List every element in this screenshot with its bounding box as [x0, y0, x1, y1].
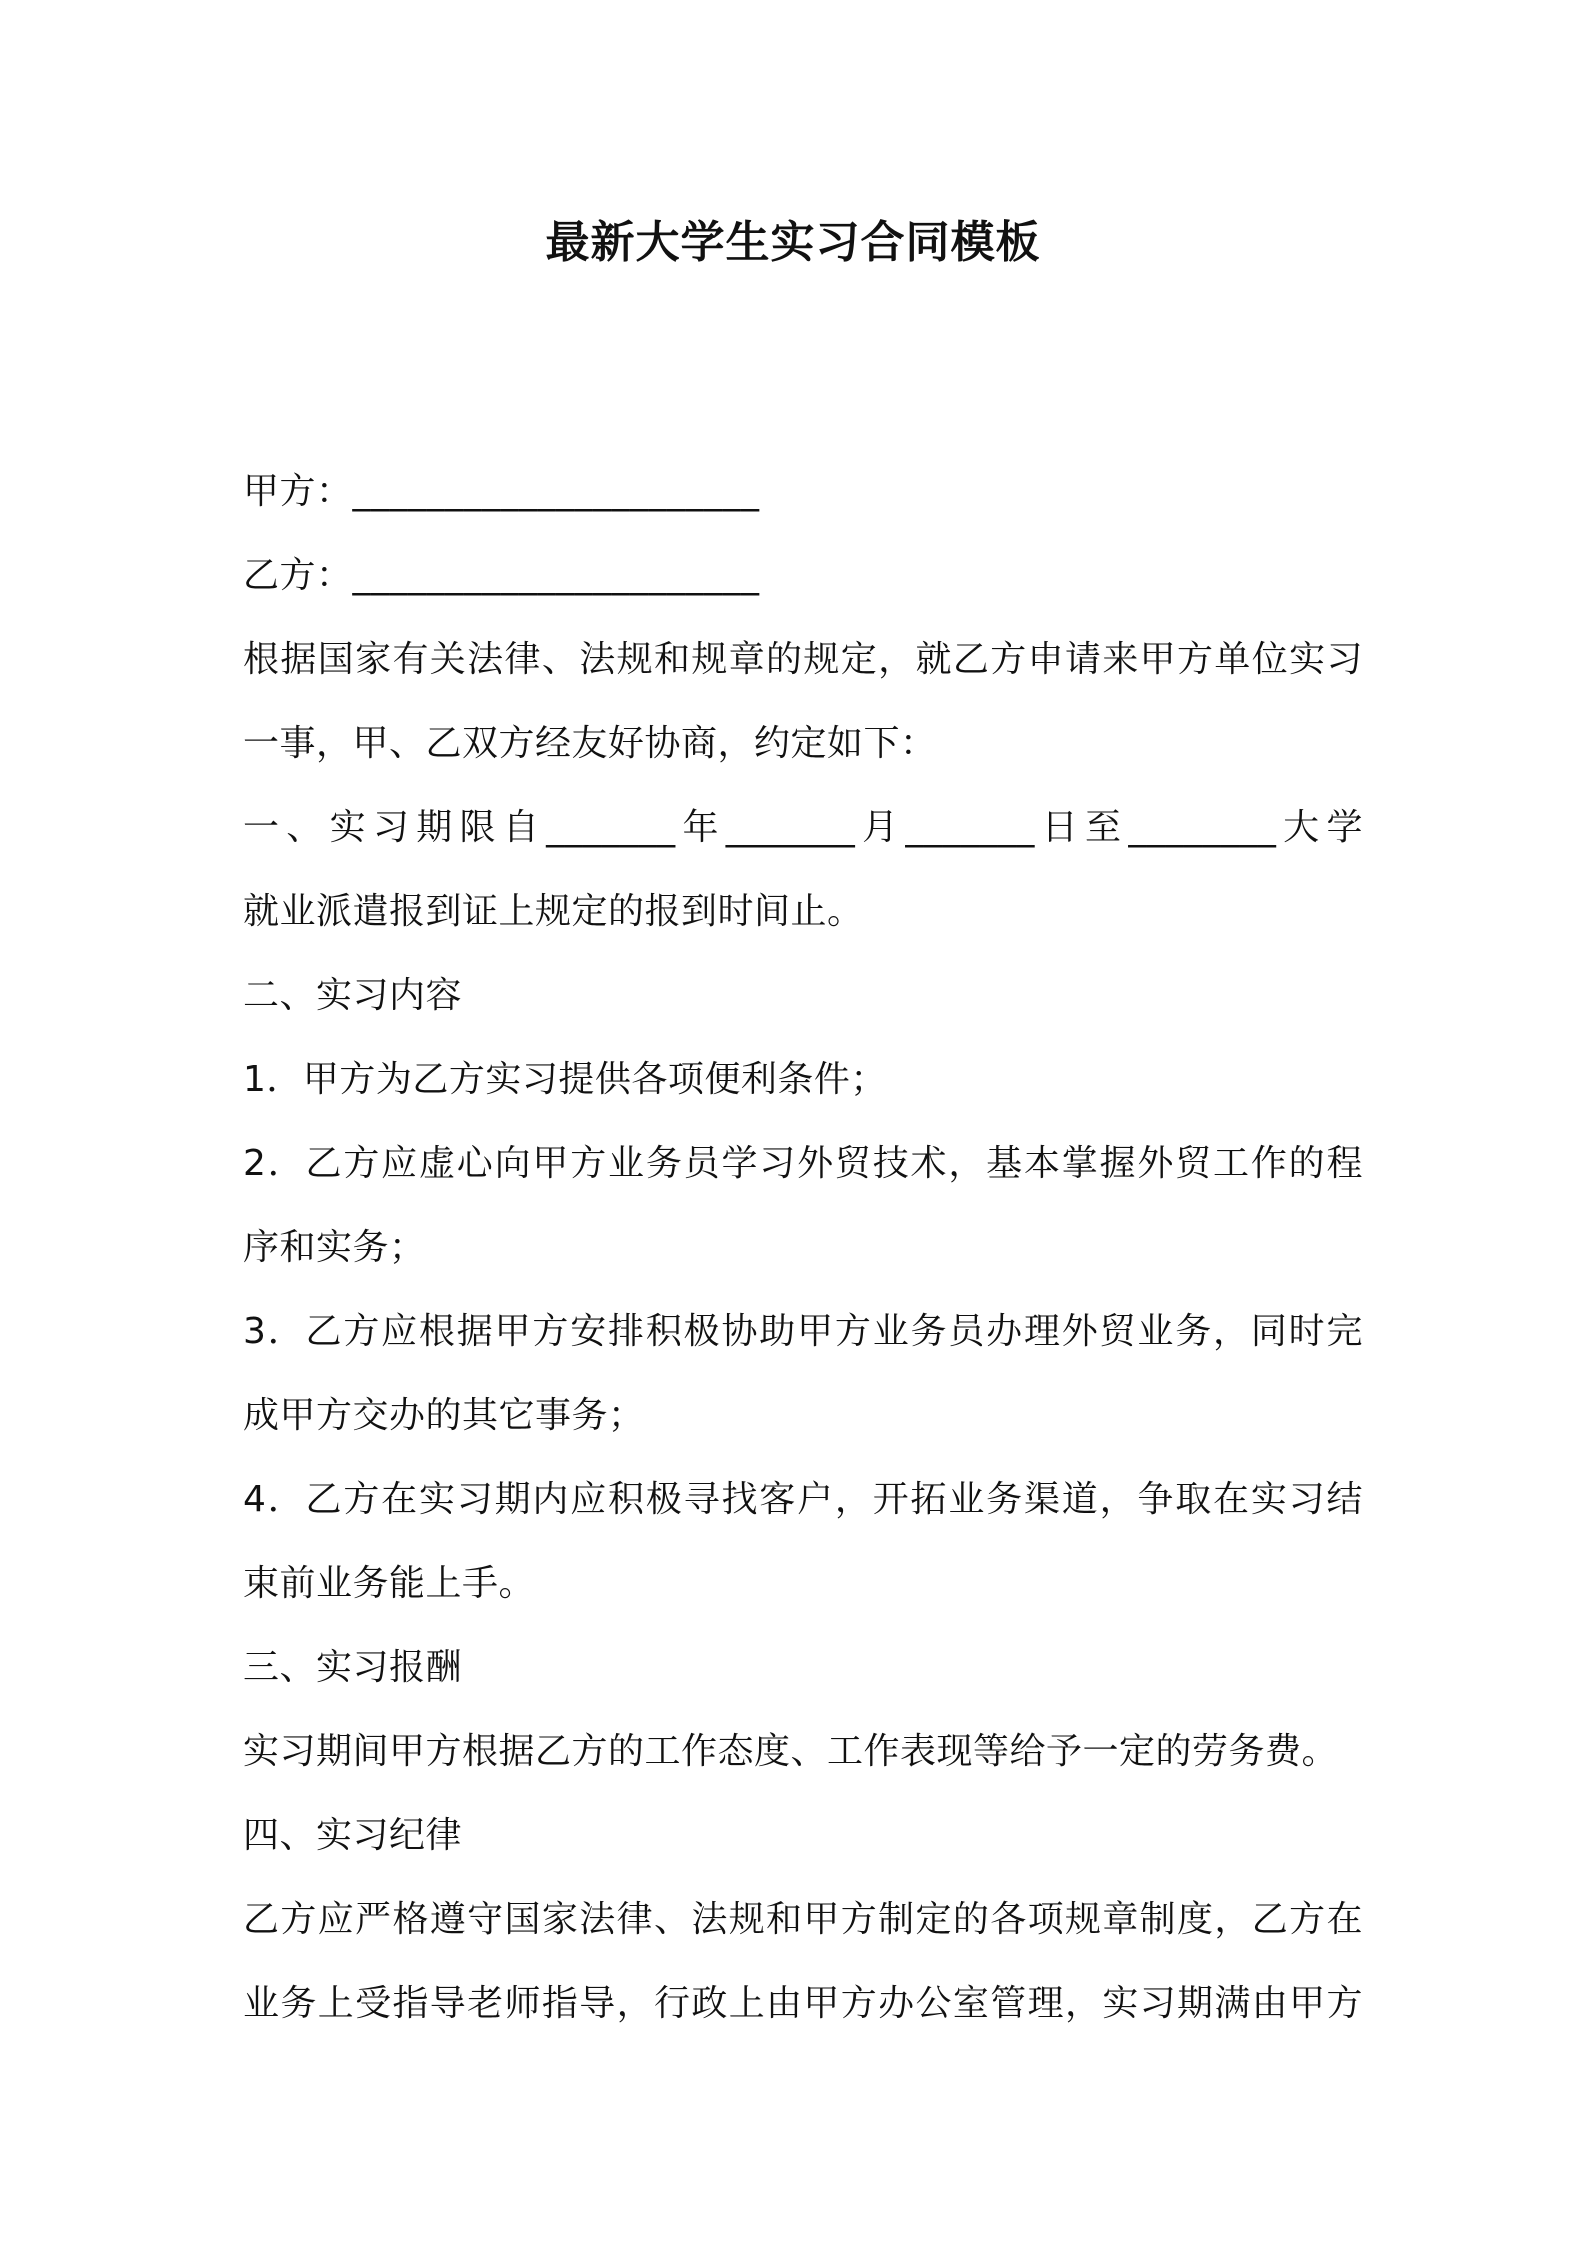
paragraph-line: 一事，甲、乙双方经友好协商，约定如下：: [243, 723, 937, 764]
paragraph-line: 序和实务；: [243, 1227, 426, 1268]
paragraph-line: 成甲方交办的其它事务；: [243, 1395, 645, 1436]
document-title: 最新大学生实习合同模板: [545, 217, 1041, 268]
paragraph-line: 业务上受指导老师指导，行政上由甲方办公室管理，实习期满由甲方: [243, 1983, 1363, 2024]
paragraph-line: 根据国家有关法律、法规和规章的规定，就乙方申请来甲方单位实习: [243, 639, 1363, 680]
section-4-heading: 四、实习纪律: [243, 1815, 463, 1856]
paragraph-line: 乙方应严格遵守国家法律、法规和甲方制定的各项规章制度，乙方在: [243, 1899, 1363, 1940]
section-3-heading: 三、实习报酬: [243, 1647, 463, 1688]
paragraph-line: 实习期间甲方根据乙方的工作态度、工作表现等给予一定的劳务费。: [243, 1731, 1339, 1772]
list-item: 1．甲方为乙方实习提供各项便利条件；: [243, 1059, 887, 1100]
party-a-line: 甲方：______________________: [243, 471, 760, 512]
list-item: 3．乙方应根据甲方安排积极协助甲方业务员办理外贸业务，同时完: [243, 1311, 1363, 1352]
paragraph-line: 束前业务能上手。: [243, 1563, 536, 1604]
paragraph-line: 就业派遣报到证上规定的报到时间止。: [243, 891, 864, 932]
section-2-heading: 二、实习内容: [243, 975, 463, 1016]
party-b-line: 乙方：______________________: [243, 555, 760, 596]
document-body: [243, 450, 1363, 2046]
list-item: 2．乙方应虚心向甲方业务员学习外贸技术，基本掌握外贸工作的程: [243, 1143, 1363, 1184]
list-item: 4．乙方在实习期内应积极寻找客户，开拓业务渠道，争取在实习结: [243, 1479, 1363, 1520]
section-1-heading-line: 一、实习期限自_______年_______月_______日至________大学: [243, 807, 1363, 848]
